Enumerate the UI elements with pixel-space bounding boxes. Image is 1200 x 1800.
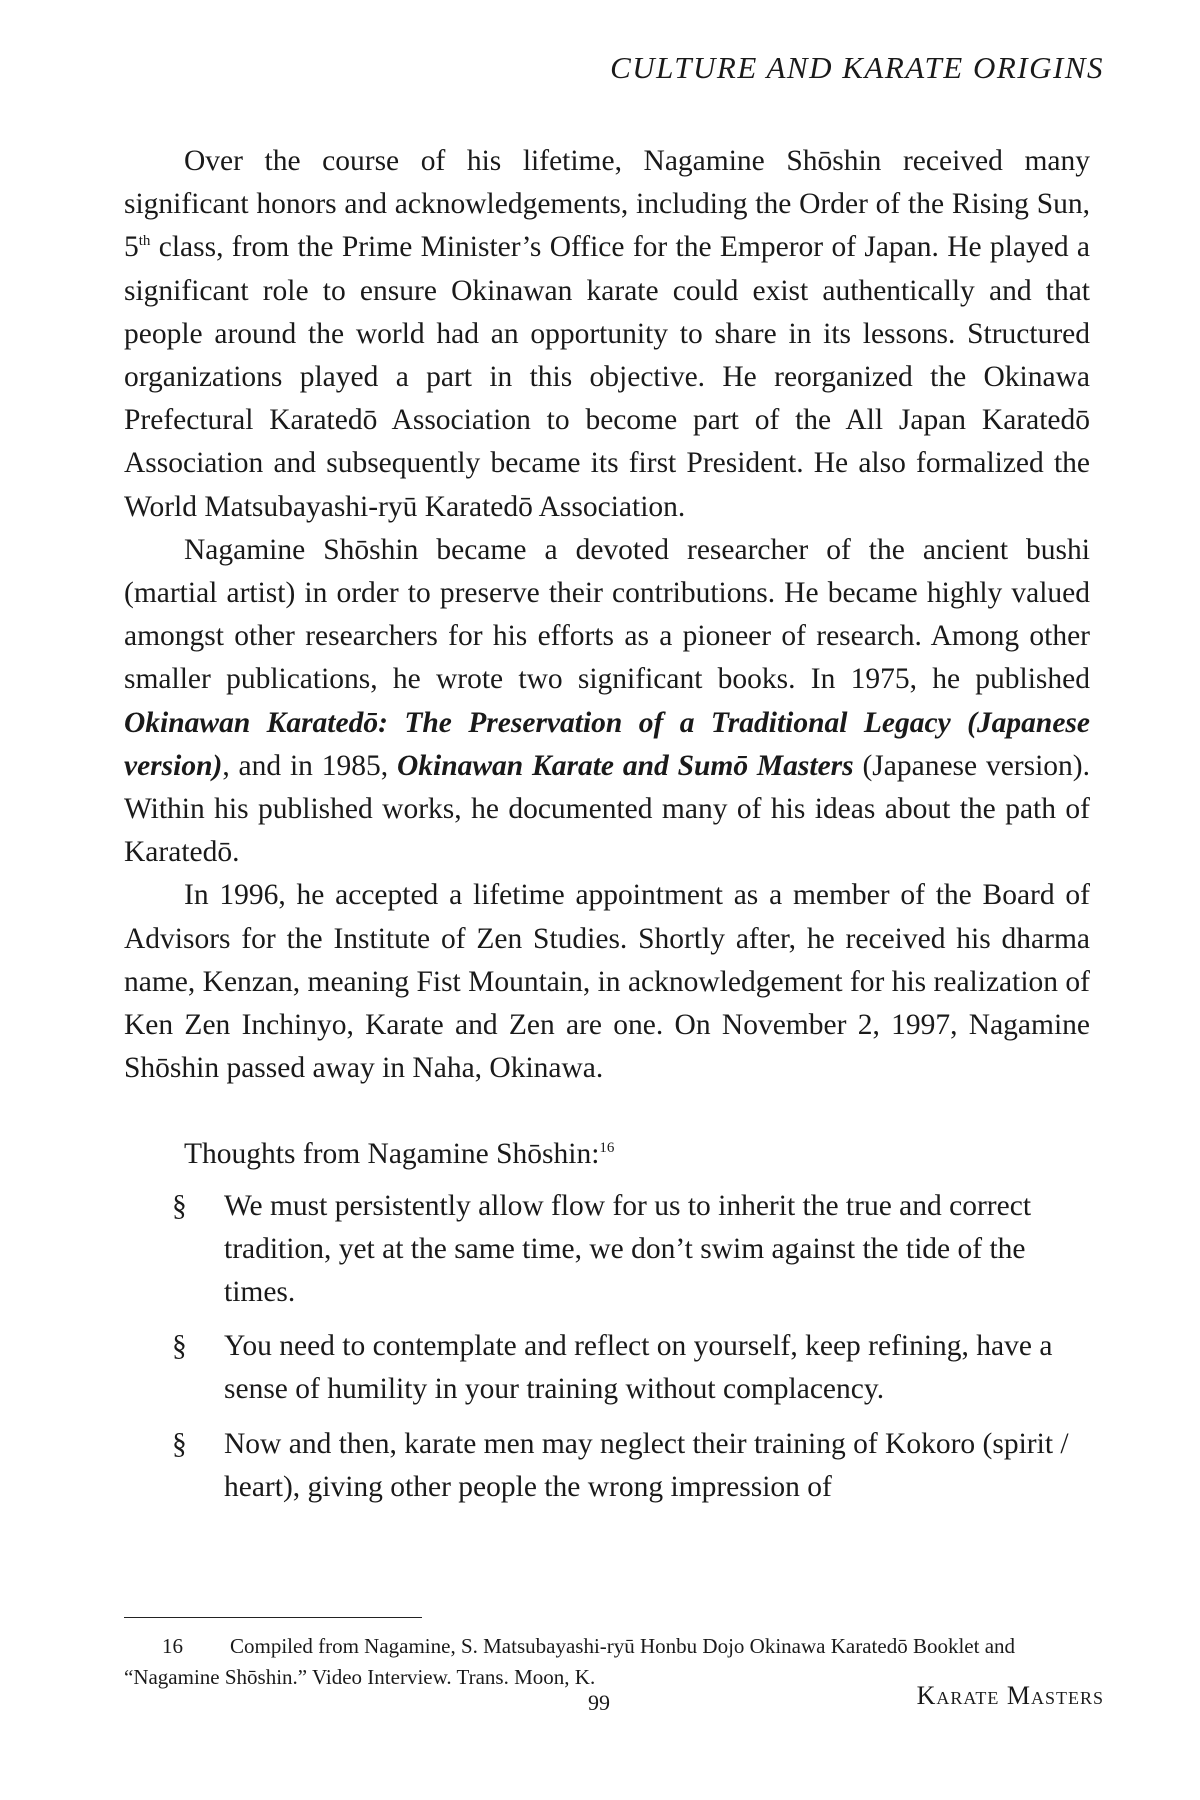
thoughts-heading-text: Thoughts from Nagamine Shōshin: bbox=[184, 1138, 600, 1171]
thought-item bbox=[124, 1185, 1090, 1315]
paragraph-text: (Japanese version). Within his published works, he documented many of his ideas about the path of Karatedō. bbox=[124, 749, 1090, 869]
thoughts-list bbox=[124, 1185, 1090, 1509]
paragraph-zen: In 1996, he accepted a lifetime appointment as a member of the Board of Advisors for the Institute of Zen Studies. Shortly after, he received his dharma name, Kenzan, meaning Fist Mountain, in acknowledgement for his realization of Ken Zen Inchinyo, Karate and Zen are one. On November 2, 1997, Nagamine Shōshin passed away in Naha, Okinawa. bbox=[124, 879, 1090, 1085]
paragraph-text: class, from the Prime Minister’s Office for the Emperor of Japan. He played a significant role to ensure Okinawan karate could exist authentically and that people around the world had an opportunity to share in its lessons. Structured organizations played a part in this objective. He reorganized the Okinawa Prefectural Karatedō Association to become part of the All Japan Karatedō Association and subsequently became its first President. He also formalized the World Matsubayashi-ryū Karatedō Association. bbox=[124, 231, 1090, 523]
paragraph-research bbox=[124, 529, 1090, 875]
main-body bbox=[124, 140, 1090, 1520]
ordinal-superscript: th bbox=[138, 233, 151, 250]
section-sign-bullet: § bbox=[172, 1427, 187, 1460]
page-number: 99 bbox=[588, 1690, 610, 1715]
paragraph-text: Nagamine Shōshin became a devoted researcher of the ancient bushi (martial artist) in order to preserve their contributions. He became highly valued amongst other researchers for his efforts as a pioneer of research. Among other smaller publications, he wrote two significant books. In 1975, he published bbox=[124, 533, 1090, 696]
footnote-reference: 16 bbox=[599, 1140, 615, 1157]
running-footer-book-title: Karate Masters bbox=[916, 1681, 1104, 1710]
thought-text: Now and then, karate men may neglect their training of Kokoro (spirit / heart), giving other people the wrong impression of bbox=[224, 1427, 1069, 1503]
paragraph-text: , and in 1985, bbox=[222, 749, 397, 782]
thoughts-heading bbox=[124, 1133, 1090, 1176]
section-sign-bullet: § bbox=[172, 1330, 187, 1363]
book-title-okinawan-karatedo: Okinawan Karatedō: The Preservation of a Traditional Legacy (Japanese version) bbox=[124, 706, 1090, 782]
section-sign-bullet: § bbox=[172, 1189, 187, 1222]
thought-text: We must persistently allow flow for us to inherit the true and correct tradition, yet at the same time, we don’t swim against the tide of the times. bbox=[224, 1189, 1032, 1309]
thought-item bbox=[124, 1423, 1090, 1509]
book-title-karate-sumo-masters: Okinawan Karate and Sumō Masters bbox=[396, 749, 854, 782]
thought-item bbox=[124, 1325, 1090, 1411]
paragraph-text: Over the course of his lifetime, Nagamine Shōshin received many significant honors and acknowledgements, including the Order of the Rising Sun, 5 bbox=[124, 145, 1090, 264]
thought-text: You need to contemplate and reflect on yourself, keep refining, have a sense of humility in your training without complacency. bbox=[224, 1330, 1053, 1406]
footnote-divider bbox=[124, 1617, 422, 1618]
paragraph-honors bbox=[124, 140, 1090, 529]
running-header: CULTURE AND KARATE ORIGINS bbox=[610, 50, 1104, 85]
footnote-number: 16 bbox=[162, 1634, 183, 1658]
footnote-text: Compiled from Nagamine, S. Matsubayashi-ryū Honbu Dojo Okinawa Karatedō Booklet and “Nagamine Shōshin.” Video Interview. Trans. Moon, K. bbox=[124, 1634, 1016, 1689]
